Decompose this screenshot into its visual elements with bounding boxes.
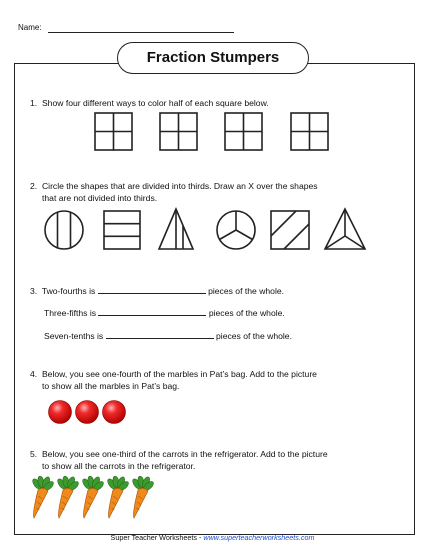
square-4[interactable] — [291, 113, 328, 150]
item-before: Two-fourths is — [41, 286, 96, 296]
question-text: Circle the shapes that are divided into thirds. Draw an X over the shapes — [41, 181, 318, 191]
carrot-3 — [81, 476, 105, 518]
circle-pie-thirds[interactable] — [217, 211, 255, 249]
footer-separator: - — [196, 533, 204, 542]
footer-brand: Super Teacher Worksheets — [110, 533, 197, 542]
square-2[interactable] — [160, 113, 197, 150]
question-number: 3. — [30, 286, 38, 296]
marble-1 — [49, 401, 72, 424]
carrot-5 — [131, 476, 155, 518]
item-after: pieces of the whole. — [208, 286, 285, 296]
item-after: pieces of the whole. — [208, 308, 285, 318]
question-3-line-1 — [30, 285, 284, 297]
question-text: Below, you see one-fourth of the marbles in Pat’s bag. Add to the picture — [41, 369, 317, 379]
question-5 — [30, 448, 328, 472]
triangle-center-thirds[interactable] — [325, 209, 365, 249]
question-number: 5. — [30, 449, 38, 459]
carrots-group — [31, 476, 155, 518]
question-text: Below, you see one-third of the carrots in the refrigerator. Add to the picture — [41, 449, 328, 459]
carrot-1 — [31, 476, 55, 518]
question-3-line-3 — [44, 330, 292, 342]
item-before: Seven-tenths is — [44, 331, 104, 341]
answer-blank-2[interactable] — [98, 315, 206, 316]
question-number: 2. — [30, 181, 38, 191]
question-4 — [30, 368, 317, 392]
rectangle-horizontal-thirds[interactable] — [104, 211, 140, 249]
footer — [0, 533, 425, 542]
question-number: 1. — [30, 98, 38, 108]
question-number: 4. — [30, 369, 38, 379]
marble-3 — [103, 401, 126, 424]
question-text-cont: to show all the marbles in Pat’s bag. — [42, 381, 180, 391]
carrot-2 — [56, 476, 80, 518]
question-3-line-2 — [44, 307, 285, 319]
marble-2 — [76, 401, 99, 424]
item-after: pieces of the whole. — [216, 331, 292, 341]
circle-vertical-thirds[interactable] — [45, 211, 83, 249]
triangle-vertical-lines[interactable] — [159, 209, 193, 249]
square-diagonal-thirds[interactable] — [271, 211, 309, 249]
question-text-cont: that are not divided into thirds. — [42, 193, 158, 203]
square-3[interactable] — [225, 113, 262, 150]
square-1[interactable] — [95, 113, 132, 150]
answer-blank-3[interactable] — [106, 338, 214, 339]
page-title: Fraction Stumpers — [117, 42, 309, 74]
answer-blank-1[interactable] — [98, 293, 206, 294]
question-2 — [30, 180, 318, 204]
name-label: Name: — [18, 23, 42, 32]
item-before: Three-fifths is — [44, 308, 97, 318]
carrot-4 — [106, 476, 130, 518]
question-text: Show four different ways to color half of each square below. — [41, 98, 269, 108]
footer-link[interactable]: www.superteacherworksheets.com — [203, 533, 315, 542]
question-text-cont: to show all the carrots in the refrigerator. — [42, 461, 196, 471]
